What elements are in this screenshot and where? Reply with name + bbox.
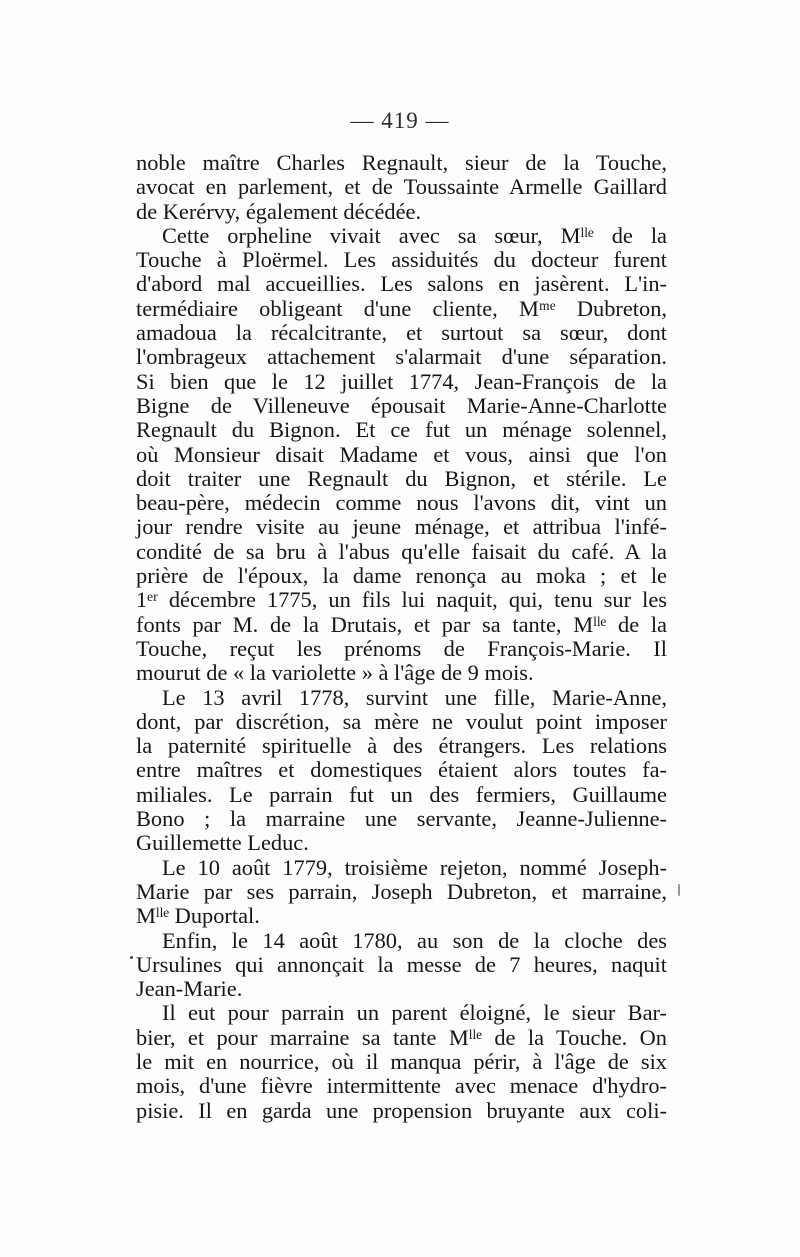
text-line: le mit en nourrice, où il manqua périr, à l'âge de six (136, 1048, 667, 1074)
text-line: Marie par ses parrain, Joseph Dubreton, et marraine, (136, 878, 667, 904)
text-line: Jean-Marie. (136, 976, 243, 1002)
text-line: prière de l'époux, la dame renonça au moka ; et le (136, 563, 667, 589)
text-line: Enfin, le 14 août 1780, au son de la cloche des (162, 927, 667, 953)
text-line: Guillemette Leduc. (136, 830, 309, 856)
text-line: amadoua la récalcitrante, et surtout sa sœur, dont (136, 320, 667, 346)
text-line: beau-père, médecin comme nous l'avons dit, vint un (136, 490, 667, 516)
text-line: Le 10 août 1779, troisième rejeton, nommé Joseph- (162, 854, 667, 880)
text-line: d'abord mal accueillies. Les salons en jasèrent. L'in- (136, 271, 667, 297)
text-line: fonts par M. de la Drutais, et par sa tante, Mˡˡᵉ de la (136, 611, 667, 637)
ink-speck (130, 956, 133, 959)
text-line: Regnault du Bignon. Et ce fut un ménage solennel, (136, 417, 667, 443)
text-line: Le 13 avril 1778, survint une fille, Marie-Anne, (162, 684, 667, 710)
text-line: mourut de « la variolette » à l'âge de 9 mois. (136, 660, 534, 686)
text-line: de Kerérvy, également décédée. (136, 198, 422, 224)
text-line: Touche, reçut les prénoms de François-Marie. Il (136, 635, 667, 661)
body-text (136, 151, 667, 1123)
text-line: Ursulines qui annonçait la messe de 7 heures, naquit (136, 951, 667, 977)
ink-speck (678, 884, 680, 896)
text-line: où Monsieur disait Madame et vous, ainsi que l'on (136, 441, 667, 467)
text-line: doit traiter une Regnault du Bignon, et stérile. Le (136, 465, 667, 491)
text-line: pisie. Il en garda une propension bruyante aux coli- (136, 1097, 667, 1123)
text-line: entre maîtres et domestiques étaient alors toutes fa- (136, 757, 667, 783)
text-line: l'ombrageux attachement s'alarmait d'une séparation. (136, 344, 667, 370)
text-line: noble maître Charles Regnault, sieur de la Touche, (136, 150, 667, 175)
text-line: Mˡˡᵉ Duportal. (136, 903, 260, 929)
text-line: bier, et pour marraine sa tante Mˡˡᵉ de la Touche. On (136, 1024, 667, 1050)
text-line: condité de sa bru à l'abus qu'elle faisait du café. A la (136, 538, 667, 564)
page-number: — 419 — (350, 108, 450, 133)
text-line: 1ᵉʳ décembre 1775, un fils lui naquit, qui, tenu sur les (136, 587, 667, 613)
text-line: miliales. Le parrain fut un des fermiers, Guillaume (136, 781, 667, 807)
text-line: Touche à Ploërmel. Les assiduités du docteur furent (136, 247, 667, 273)
text-line: dont, par discrétion, sa mère ne voulut point imposer (136, 708, 667, 734)
text-line: avocat en parlement, et de Toussainte Armelle Gaillard (136, 174, 667, 200)
text-line: Cette orpheline vivait avec sa sœur, Mˡˡᵉ de la (162, 222, 667, 248)
text-line: Bigne de Villeneuve épousait Marie-Anne-Charlotte (136, 392, 667, 418)
text-line: Bono ; la marraine une servante, Jeanne-Julienne- (136, 806, 667, 832)
text-line: Si bien que le 12 juillet 1774, Jean-François de la (136, 368, 667, 394)
text-line: termédiaire obligeant d'une cliente, Mᵐᵉ Dubreton, (136, 295, 667, 321)
text-line: mois, d'une fièvre intermittente avec menace d'hydro- (136, 1073, 667, 1099)
text-line: la paternité spirituelle à des étrangers. Les relations (136, 733, 667, 759)
text-line: jour rendre visite au jeune ménage, et attribua l'infé- (136, 514, 667, 540)
text-line: Il eut pour parrain un parent éloigné, le sieur Bar- (162, 1000, 667, 1026)
